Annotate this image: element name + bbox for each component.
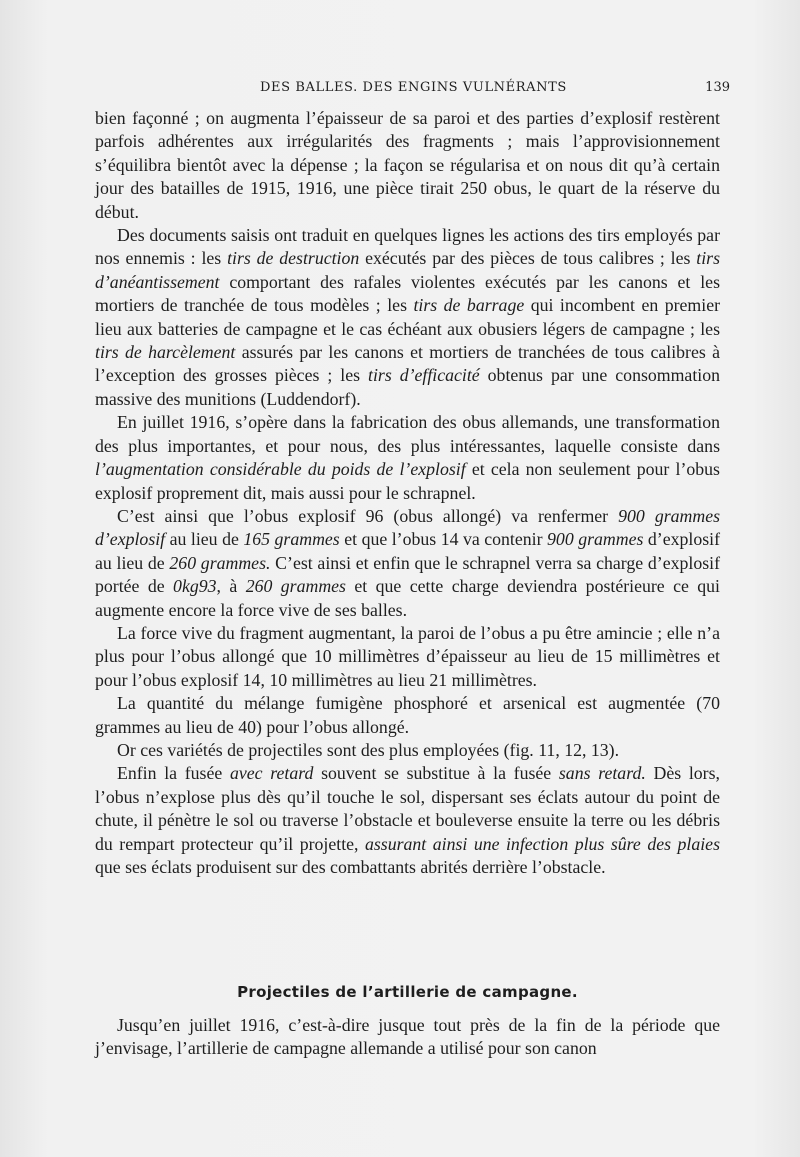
text-run: que ses éclats produisent sur des combattants abrités derrière l’obstacle. (95, 857, 606, 877)
text-run: assurés par les canons et mortiers de tranchées de tous calibres à l’exception des grosses pièces ; les (95, 342, 721, 386)
text-run: obtenus par une consommation massive des munitions (Luddendorf). (95, 365, 720, 409)
text-run: Or ces variétés de projectiles sont des plus employées (fig. 11, 12, 13). (117, 739, 620, 760)
text-run: comportant des rafales violentes exécutés par les canons et les mortiers de tranchée de tous modèles ; les (95, 271, 720, 316)
italic-text: tirs de harcèlement (95, 342, 236, 363)
italic-text: tirs de destruction (227, 248, 360, 269)
text-run: et que cette charge deviendra postérieure ce qui augmente encore la force vive de ses balles. (95, 576, 720, 620)
text-run: En juillet 1916, s’opère dans la fabrication des obus allemands, une transformation des plus importantes, et pour nous, des plus intéressantes, laquelle consiste dans (95, 412, 720, 456)
text-run: La force vive du fragment augmentant, la paroi de l’obus a pu être amincie ; elle n’a plus pour l’obus allongé que 10 millimètres d’épaisseur au lieu de 15 millimètres et pour l’obus explosif 14, 10 millimètres au lieu 21 millimètres. (95, 622, 720, 690)
section-body (95, 1014, 720, 1061)
text-run: qui incombent en premier lieu aux batteries de campagne et le cas échéant aux obusiers légers de campagne ; les (95, 295, 721, 339)
paragraph: Jusqu’en juillet 1916, c’est-à-dire jusque tout près de la fin de la période que j’envisage, l’artillerie de campagne allemande a utilisé pour son canon (95, 1015, 720, 1059)
italic-text: 900 grammes (547, 529, 644, 550)
text-run: au lieu de (165, 529, 244, 550)
italic-text: tirs de barrage (413, 295, 525, 316)
running-title: DES BALLES. DES ENGINS VULNÉRANTS (260, 80, 567, 95)
italic-text: avec retard (229, 763, 314, 784)
text-run: , à (216, 576, 246, 597)
text-run: Des documents saisis ont traduit en quelques lignes les actions des tirs employés par nos ennemis : les (95, 225, 720, 269)
italic-text: l’augmentation considérable du poids de l’explosif (95, 459, 466, 480)
italic-text: 900 grammes d’explosif (95, 505, 721, 550)
italic-text: tirs d’anéantissement (95, 248, 720, 292)
italic-text: 165 grammes (243, 529, 340, 550)
section-heading: Projectiles de l’artillerie de campagne. (237, 983, 578, 1001)
italic-text: 0kg93 (173, 576, 217, 597)
paragraph (95, 692, 720, 739)
text-run: C’est ainsi que l’obus explosif 96 (obus allongé) va renfermer (117, 505, 619, 526)
italic-text: sans retard. (558, 763, 646, 784)
paragraph (95, 762, 720, 879)
page-number: 139 (705, 80, 730, 95)
text-run: C’est ainsi et enfin que le schrapnel verra sa charge d’explosif portée de (95, 552, 720, 597)
italic-text: assurant ainsi une infection plus sûre des plaies (364, 833, 720, 854)
paragraph (95, 411, 720, 505)
text-run: d’explosif au lieu de (95, 529, 721, 573)
paragraph (95, 107, 720, 224)
italic-text: 260 grammes (245, 576, 346, 597)
text-run: et cela non seulement pour l’obus explosif proprement dit, mais aussi pour le schrapnel. (95, 459, 720, 503)
body-text (95, 107, 720, 879)
italic-text: tirs d’efficacité (368, 365, 480, 386)
text-run: La quantité du mélange fumigène phosphoré et arsenical est augmentée (70 grammes au lieu de 40) pour l’obus allongé. (95, 693, 720, 737)
text-run: exécutés par des pièces de tous calibres ; les (359, 248, 697, 269)
paragraph (95, 224, 720, 411)
paragraph (95, 739, 720, 762)
text-run: et que l’obus 14 va contenir (339, 529, 548, 550)
italic-text: 260 grammes. (169, 552, 271, 573)
paragraph (95, 622, 720, 692)
text-run: bien façonné ; on augmenta l’épaisseur de sa paroi et des parties d’explosif restèrent parfois adhérentes aux irrégularités des fragments ; mais l’approvisionnement s’équilibra bientôt avec la dépense ; la façon se régularisa et on nous dit qu’à certain jour des batailles de 1915, 1916, une pièce tirait 250 obus, le quart de la réserve du début. (95, 108, 720, 222)
running-header (95, 80, 730, 100)
paragraph (95, 505, 720, 622)
text-run: souvent se substitue à la fusée (313, 763, 559, 784)
text-run: Enfin la fusée (117, 763, 230, 784)
text-run: Dès lors, l’obus n’explose plus dès qu’il touche le sol, dispersant ses éclats autour du point de chute, il pénètre le sol ou traverse l’obstacle et bouleverse ensuite la terre ou les débris du rempart protecteur qu’il projette, (95, 763, 720, 854)
